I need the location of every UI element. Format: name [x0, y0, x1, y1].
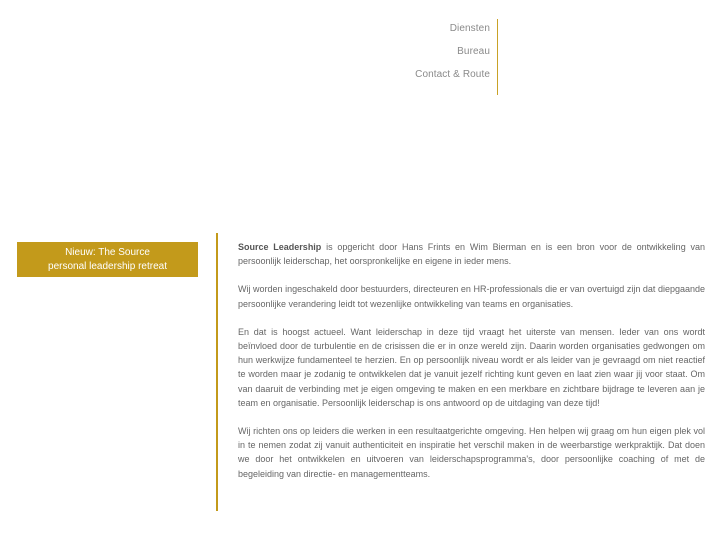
- nav-item-contact-route[interactable]: Contact & Route: [415, 69, 490, 80]
- nav-item-diensten[interactable]: Diensten: [449, 23, 490, 34]
- intro-lead: Source Leadership: [238, 242, 322, 252]
- nav-divider: [497, 19, 498, 95]
- promo-line-2: personal leadership retreat: [48, 261, 167, 272]
- intro-paragraph: [238, 240, 705, 268]
- intro-text: is opgericht door Hans Frints en Wim Bierman en is een bron voor de ontwikkeling van persoonlijk leiderschap, het oorspronkelijke en eigene in ieder mens.: [238, 242, 705, 267]
- nav-item-bureau[interactable]: Bureau: [457, 46, 490, 57]
- paragraph-3: En dat is hoogst actueel. Want leiderschap in deze tijd vraagt het uiterste van mensen. Ieder van ons wordt beïnvloed door de turbulentie en de crisissen die er in onze wereld zijn. Daarin worden organisaties gedwongen om hun werkwijze fundamenteel te herzien. En op persoonlijk niveau wordt er als leider van je gevraagd om niet reactief te worden maar je zodanig te ontwikkelen dat je vanuit jezelf richting kunt geven en laat zien waar jij voor staat. Om van daaruit de verbinding met je eigen omgeving te maken en een merkbare en zichtbare bijdrage te leveren aan je team en organisatie. Persoonlijk leiderschap is ons antwoord op de uitdaging van deze tijd!: [238, 326, 705, 408]
- content-divider: [216, 233, 218, 511]
- paragraph-2: Wij worden ingeschakeld door bestuurders, directeuren en HR-professionals die er van overtuigd zijn dat diepgaande persoonlijke verandering leidt tot wezenlijke ontwikkeling van teams en organisaties.: [238, 284, 705, 309]
- paragraph-4: Wij richten ons op leiders die werken in een resultaatgerichte omgeving. Hen helpen wij graag om hun eigen plek vol in te nemen zodat zij vanuit authenticiteit en inspiratie het verschil maken in de weerbarstige werkpraktijk. Dat doen we door het ontwikkelen en uitvoeren van leiderschapsprogramma's, door persoonlijke coaching of met de begeleiding van directie- en managementteams.: [238, 426, 705, 479]
- main-content: [238, 240, 705, 495]
- promo-line-1: Nieuw: The Source: [65, 247, 150, 258]
- promo-banner-the-source[interactable]: [17, 242, 198, 277]
- main-nav: [380, 17, 490, 86]
